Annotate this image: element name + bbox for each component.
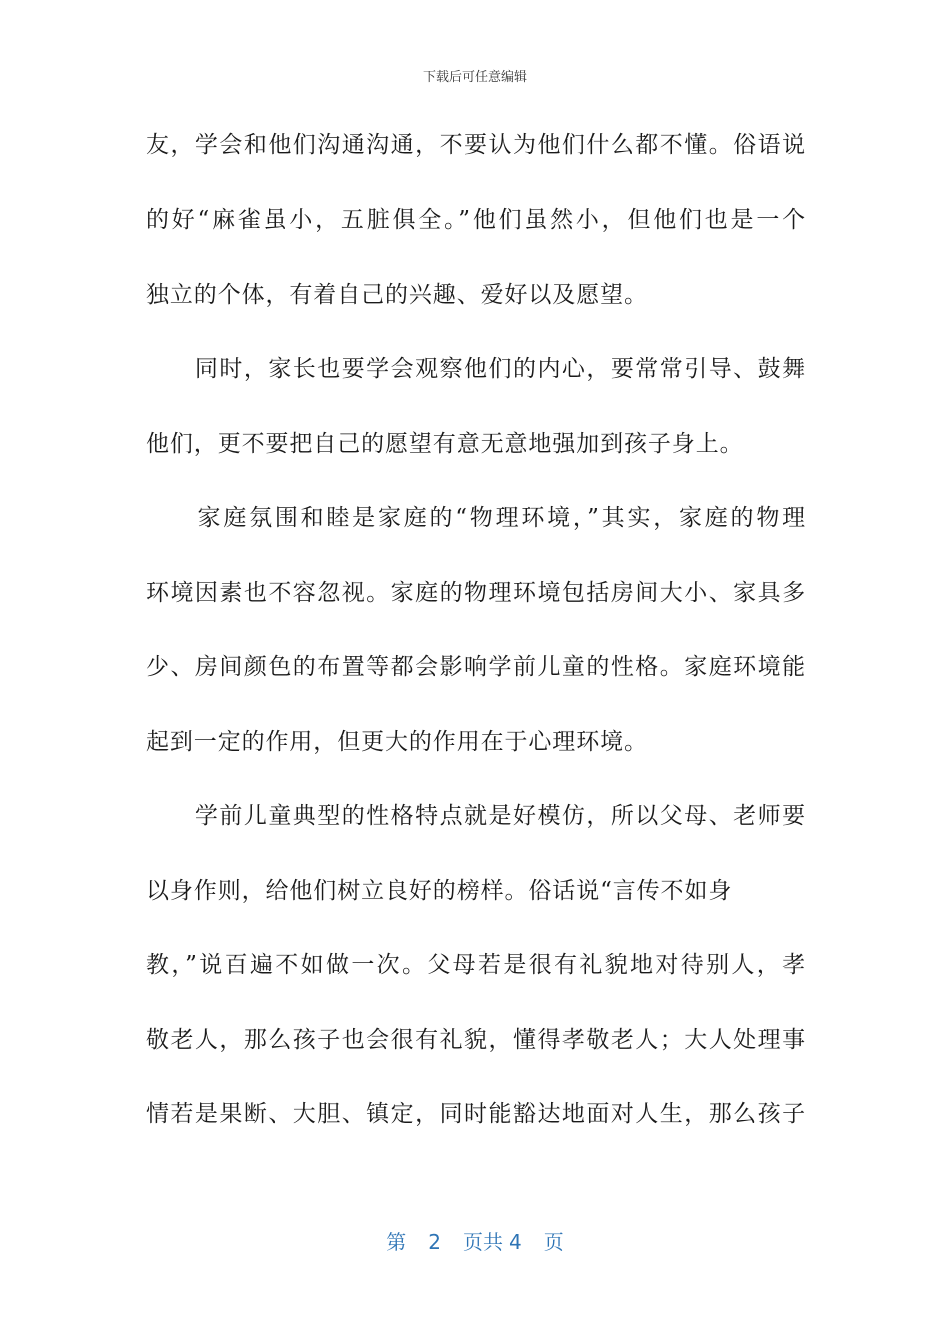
body-line: 起到一定的作用，但更大的作用在于心理环境。: [146, 729, 648, 755]
body-line: 的好“麻雀虽小，五脏俱全。”他们虽然小，但他们也是一个: [146, 207, 806, 233]
body-line: 学前儿童典型的性格特点就是好模仿，所以父母、老师要: [146, 803, 806, 829]
footer-middle: 页共: [463, 1230, 503, 1254]
body-line: 教，”说百遍不如做一次。父母若是很有礼貌地对待别人，孝: [146, 952, 806, 978]
page-footer: [0, 1226, 950, 1255]
body-line: 环境因素也不容忽视。家庭的物理环境包括房间大小、家具多: [146, 580, 806, 606]
body-line: 同时，家长也要学会观察他们的内心，要常常引导、鼓舞: [146, 356, 806, 382]
body-line: 家庭氛围和睦是家庭的“物理环境，”其实，家庭的物理: [146, 505, 806, 531]
body-line: 少、房间颜色的布置等都会影响学前儿童的性格。家庭环境能: [146, 654, 806, 680]
body-line: 情若是果断、大胆、镇定，同时能豁达地面对人生，那么孩子: [146, 1101, 806, 1127]
footer-suffix: 页: [543, 1230, 564, 1254]
footer-prefix: 第: [386, 1230, 407, 1254]
body-line: 独立的个体，有着自己的兴趣、爱好以及愿望。: [146, 282, 648, 308]
page-header: 下载后可任意编辑: [422, 70, 527, 85]
body-line: 以身作则，给他们树立良好的榜样。俗话说“言传不如身: [146, 878, 733, 904]
body-line: 敬老人，那么孩子也会很有礼貌，懂得孝敬老人；大人处理事: [146, 1027, 806, 1053]
footer-total-pages: 4: [509, 1230, 522, 1254]
body-line: 他们，更不要把自己的愿望有意无意地强加到孩子身上。: [146, 431, 744, 457]
footer-page-number: 2: [428, 1230, 441, 1254]
body-line: 友，学会和他们沟通沟通，不要认为他们什么都不懂。俗语说: [146, 132, 806, 158]
